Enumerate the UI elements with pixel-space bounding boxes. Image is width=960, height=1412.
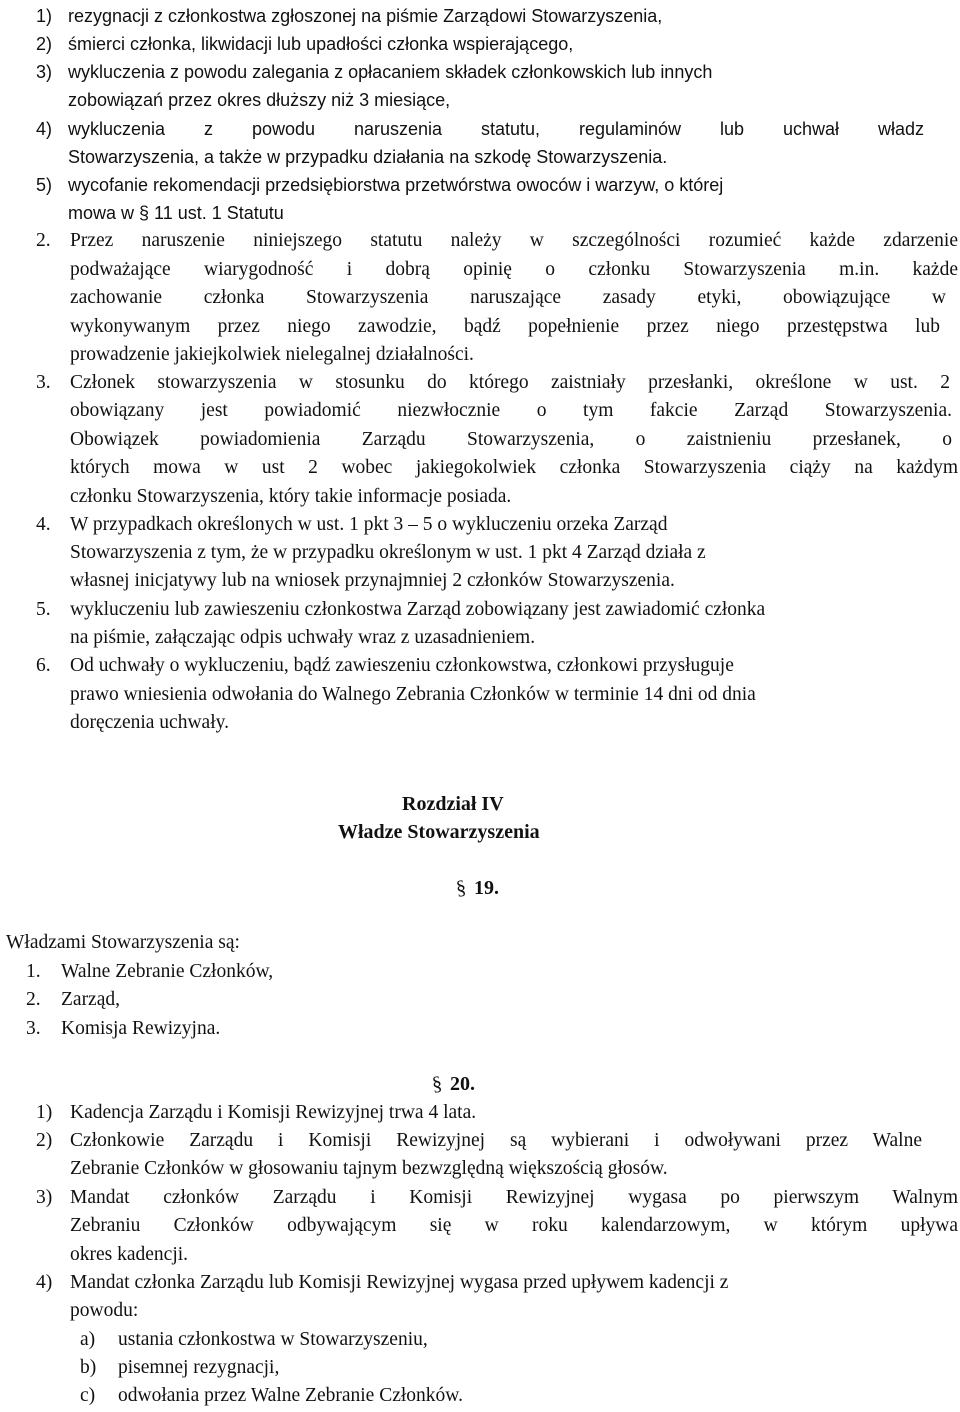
- top-list-2-number: 2): [36, 34, 53, 54]
- paragraph-2-number: 2.: [36, 230, 51, 251]
- section-19-item-number: 3.: [26, 1018, 41, 1039]
- section-19-item-text: Zarząd,: [61, 989, 120, 1010]
- paragraph-4-line: Stowarzyszenia z tym, że w przypadku określonym w ust. 1 pkt 4 Zarząd działa z: [70, 542, 706, 563]
- section-20-item-line: Mandat członka Zarządu lub Komisji Rewizyjnej wygasa przed upływem kadencji z: [70, 1272, 729, 1293]
- paragraph-6-line: prawo wniesienia odwołania do Walnego Zebrania Członków w terminie 14 dni od dnia: [70, 684, 756, 705]
- paragraph-3-line: których mowa w ust 2 wobec jakiegokolwiek członka Stowarzyszenia ciąży na każdym: [70, 457, 958, 478]
- top-list-5-text: wycofanie rekomendacji przedsiębiorstwa przetwórstwa owoców i warzyw, o której: [68, 175, 724, 195]
- section-19-item-text: Walne Zebranie Członków,: [61, 961, 274, 982]
- section-20-item-number: 2): [36, 1130, 53, 1151]
- section-20-item-number: 4): [36, 1272, 53, 1293]
- section-20-item-line: Zebraniu Członków odbywającym się w roku kalendarzowym, w którym upływa: [70, 1215, 958, 1236]
- paragraph-6-number: 6.: [36, 655, 51, 676]
- top-list-1-text: rezygnacji z członkostwa zgłoszonej na piśmie Zarządowi Stowarzyszenia,: [68, 6, 663, 26]
- section-19-item-text: Komisja Rewizyjna.: [61, 1018, 221, 1039]
- chapter-subtitle: Władze Stowarzyszenia: [338, 821, 540, 843]
- chapter-title: Rozdział IV: [402, 793, 504, 815]
- section-20-subitem-text: ustania członkostwa w Stowarzyszeniu,: [118, 1329, 428, 1350]
- section-20-subitem-text: odwołania przez Walne Zebranie Członków.: [118, 1385, 463, 1406]
- top-list-3-number: 3): [36, 62, 53, 82]
- top-list-5-number: 5): [36, 175, 53, 195]
- section-20-heading: [432, 1070, 475, 1099]
- top-list-4-text: wykluczenia z powodu naruszenia statutu, regulaminów lub uchwał władz: [68, 119, 924, 139]
- paragraph-4-line: W przypadkach określonych w ust. 1 pkt 3 – 5 o wykluczeniu orzeka Zarząd: [70, 514, 668, 535]
- section-20-item-line: powodu:: [70, 1300, 139, 1321]
- section-20-item-line: Mandat członków Zarządu i Komisji Rewizyjnej wygasa po pierwszym Walnym: [70, 1187, 958, 1208]
- section-20-subitem-text: pisemnej rezygnacji,: [118, 1357, 280, 1378]
- section-20-item-line: Zebranie Członków w głosowaniu tajnym bezwzględną większością głosów.: [70, 1158, 668, 1179]
- paragraph-5-line: wykluczeniu lub zawieszeniu członkostwa Zarząd zobowiązany jest zawiadomić członka: [70, 599, 766, 620]
- section-20-item-number: 3): [36, 1187, 53, 1208]
- section-19-intro: Władzami Stowarzyszenia są:: [6, 932, 240, 953]
- paragraph-2-line: wykonywanym przez niego zawodzie, bądź popełnienie przez niego przestępstwa lub: [70, 316, 940, 337]
- paragraph-2-line: zachowanie członka Stowarzyszenia naruszające zasady etyki, obowiązujące w: [70, 287, 946, 308]
- paragraph-3-line: Obowiązek powiadomienia Zarządu Stowarzyszenia, o zaistnieniu przesłanek, o: [70, 429, 952, 450]
- paragraph-4-line: własnej inicjatywy lub na wniosek przynajmniej 2 członków Stowarzyszenia.: [70, 570, 675, 591]
- paragraph-6-line: doręczenia uchwały.: [70, 712, 229, 733]
- paragraph-5-line: na piśmie, załączając odpis uchwały wraz z uzasadnieniem.: [70, 627, 536, 648]
- section-20-subitem-letter: c): [80, 1385, 96, 1406]
- paragraph-3-line: obowiązany jest powiadomić niezwłocznie o tym fakcie Zarząd Stowarzyszenia.: [70, 400, 952, 421]
- section-20-item-line: Kadencja Zarządu i Komisji Rewizyjnej trwa 4 lata.: [70, 1102, 477, 1123]
- section-20-item-line: Członkowie Zarządu i Komisji Rewizyjnej są wybierani i odwoływani przez Walne: [70, 1130, 922, 1151]
- paragraph-5-number: 5.: [36, 599, 51, 620]
- section-20-subitem-letter: a): [80, 1329, 96, 1350]
- top-list-4-number: 4): [36, 119, 53, 139]
- section-20-item-line: okres kadencji.: [70, 1244, 189, 1265]
- top-list-4-continuation: Stowarzyszenia, a także w przypadku działania na szkodę Stowarzyszenia.: [68, 147, 668, 167]
- section-19-item-number: 2.: [26, 989, 41, 1010]
- top-list-2-text: śmierci członka, likwidacji lub upadłości członka wspierającego,: [68, 34, 574, 54]
- paragraph-2-line: Przez naruszenie niniejszego statutu należy w szczególności rozumieć każde zdarzenie: [70, 230, 958, 251]
- top-list-3-text: wykluczenia z powodu zalegania z opłacaniem składek członkowskich lub innych: [68, 62, 713, 82]
- paragraph-3-line: Członek stowarzyszenia w stosunku do którego zaistniały przesłanki, określone w ust. 2: [70, 372, 950, 393]
- top-list-1-number: 1): [36, 6, 53, 26]
- section-20-number: 20.: [450, 1073, 475, 1095]
- section-20-item-number: 1): [36, 1102, 53, 1123]
- paragraph-3-line: członku Stowarzyszenia, który takie informacje posiada.: [70, 486, 512, 507]
- section-19-item-number: 1.: [26, 961, 41, 982]
- section-symbol-icon: §: [454, 876, 468, 900]
- section-symbol-icon: §: [430, 1072, 444, 1096]
- section-19-number: 19.: [474, 877, 499, 899]
- section-20-subitem-letter: b): [80, 1357, 97, 1378]
- top-list-5-continuation: mowa w § 11 ust. 1 Statutu: [68, 203, 284, 223]
- paragraph-2-line: prowadzenie jakiejkolwiek nielegalnej działalności.: [70, 344, 474, 365]
- paragraph-2-line: podważające wiarygodność i dobrą opinię o członku Stowarzyszenia m.in. każde: [70, 259, 958, 280]
- section-19-heading: [456, 874, 499, 903]
- paragraph-3-number: 3.: [36, 372, 51, 393]
- paragraph-6-line: Od uchwały o wykluczeniu, bądź zawieszeniu członkowstwa, członkowi przysługuje: [70, 655, 734, 676]
- top-list-3-continuation: zobowiązań przez okres dłuższy niż 3 miesiące,: [68, 90, 451, 110]
- paragraph-4-number: 4.: [36, 514, 51, 535]
